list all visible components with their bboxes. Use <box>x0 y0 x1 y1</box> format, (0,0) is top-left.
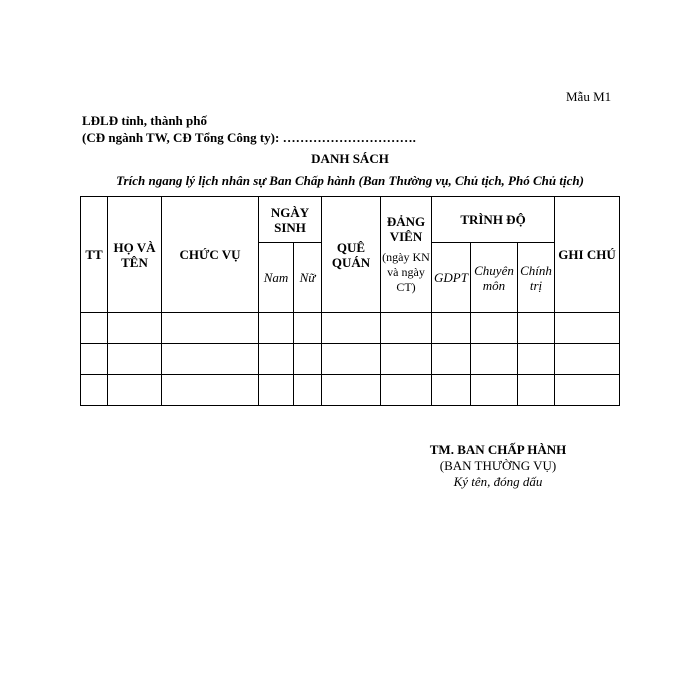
document-title: DANH SÁCH <box>311 151 389 166</box>
header-dang-vien <box>381 197 432 313</box>
table-cell <box>518 375 555 406</box>
table-cell <box>294 313 322 344</box>
table-cell <box>555 375 620 406</box>
header-nu: Nữ <box>294 243 322 313</box>
signature-title: TM. BAN CHẤP HÀNH <box>429 442 567 457</box>
table-row <box>81 313 620 344</box>
signature-instruction: Ký tên, đóng dấu <box>453 474 543 489</box>
table-cell <box>259 375 294 406</box>
header-gdpt: GDPT <box>432 243 471 313</box>
table-cell <box>259 344 294 375</box>
form-code: Mẫu M1 <box>566 89 612 104</box>
header-chuc-vu: CHỨC VỤ <box>162 197 259 313</box>
header-chinh-tri: Chính trị <box>518 243 555 313</box>
table-cell <box>381 313 432 344</box>
header-nam: Nam <box>259 243 294 313</box>
table-cell <box>294 375 322 406</box>
table-cell <box>432 313 471 344</box>
header-dang-vien-note: (ngày KN và ngày CT) <box>382 250 430 294</box>
signature-body: (BAN THƯỜNG VỤ) <box>439 458 557 473</box>
table-cell <box>518 344 555 375</box>
table-cell <box>81 313 108 344</box>
table-cell <box>381 344 432 375</box>
signature-block <box>398 442 598 490</box>
table-row <box>81 375 620 406</box>
table-cell <box>381 375 432 406</box>
table-cell <box>432 375 471 406</box>
table-cell <box>81 344 108 375</box>
table-cell <box>471 344 518 375</box>
table-row <box>81 344 620 375</box>
table-cell <box>108 313 162 344</box>
header-ho-ten: HỌ VÀ TÊN <box>108 197 162 313</box>
table-cell <box>81 375 108 406</box>
table-cell <box>518 313 555 344</box>
header-ngay-sinh: NGÀY SINH <box>259 197 322 243</box>
table-cell <box>555 344 620 375</box>
organization-line-2: (CĐ ngành TW, CĐ Tổng Công ty): …………………………. <box>82 130 416 145</box>
table-cell <box>162 313 259 344</box>
header-chuyen-mon: Chuyên môn <box>471 243 518 313</box>
table-cell <box>162 344 259 375</box>
table-cell <box>322 375 381 406</box>
table-cell <box>471 313 518 344</box>
table-cell <box>555 313 620 344</box>
table-cell <box>108 375 162 406</box>
organization-line-1: LĐLĐ tỉnh, thành phố <box>82 113 207 128</box>
table-cell <box>322 344 381 375</box>
header-dang-vien-title: ĐẢNG VIÊN <box>386 214 426 244</box>
table-cell <box>108 344 162 375</box>
table-cell <box>259 313 294 344</box>
table-cell <box>432 344 471 375</box>
organization-header <box>82 112 416 146</box>
header-trinh-do: TRÌNH ĐỘ <box>432 197 555 243</box>
header-tt: TT <box>81 197 108 313</box>
personnel-table <box>80 196 620 406</box>
table-cell <box>294 344 322 375</box>
table-cell <box>471 375 518 406</box>
table-cell <box>322 313 381 344</box>
header-ghi-chu: GHI CHÚ <box>555 197 620 313</box>
header-que-quan: QUÊ QUÁN <box>322 197 381 313</box>
table-cell <box>162 375 259 406</box>
document-subtitle: Trích ngang lý lịch nhân sự Ban Chấp hành (Ban Thường vụ, Chủ tịch, Phó Chủ tịch) <box>116 173 584 188</box>
